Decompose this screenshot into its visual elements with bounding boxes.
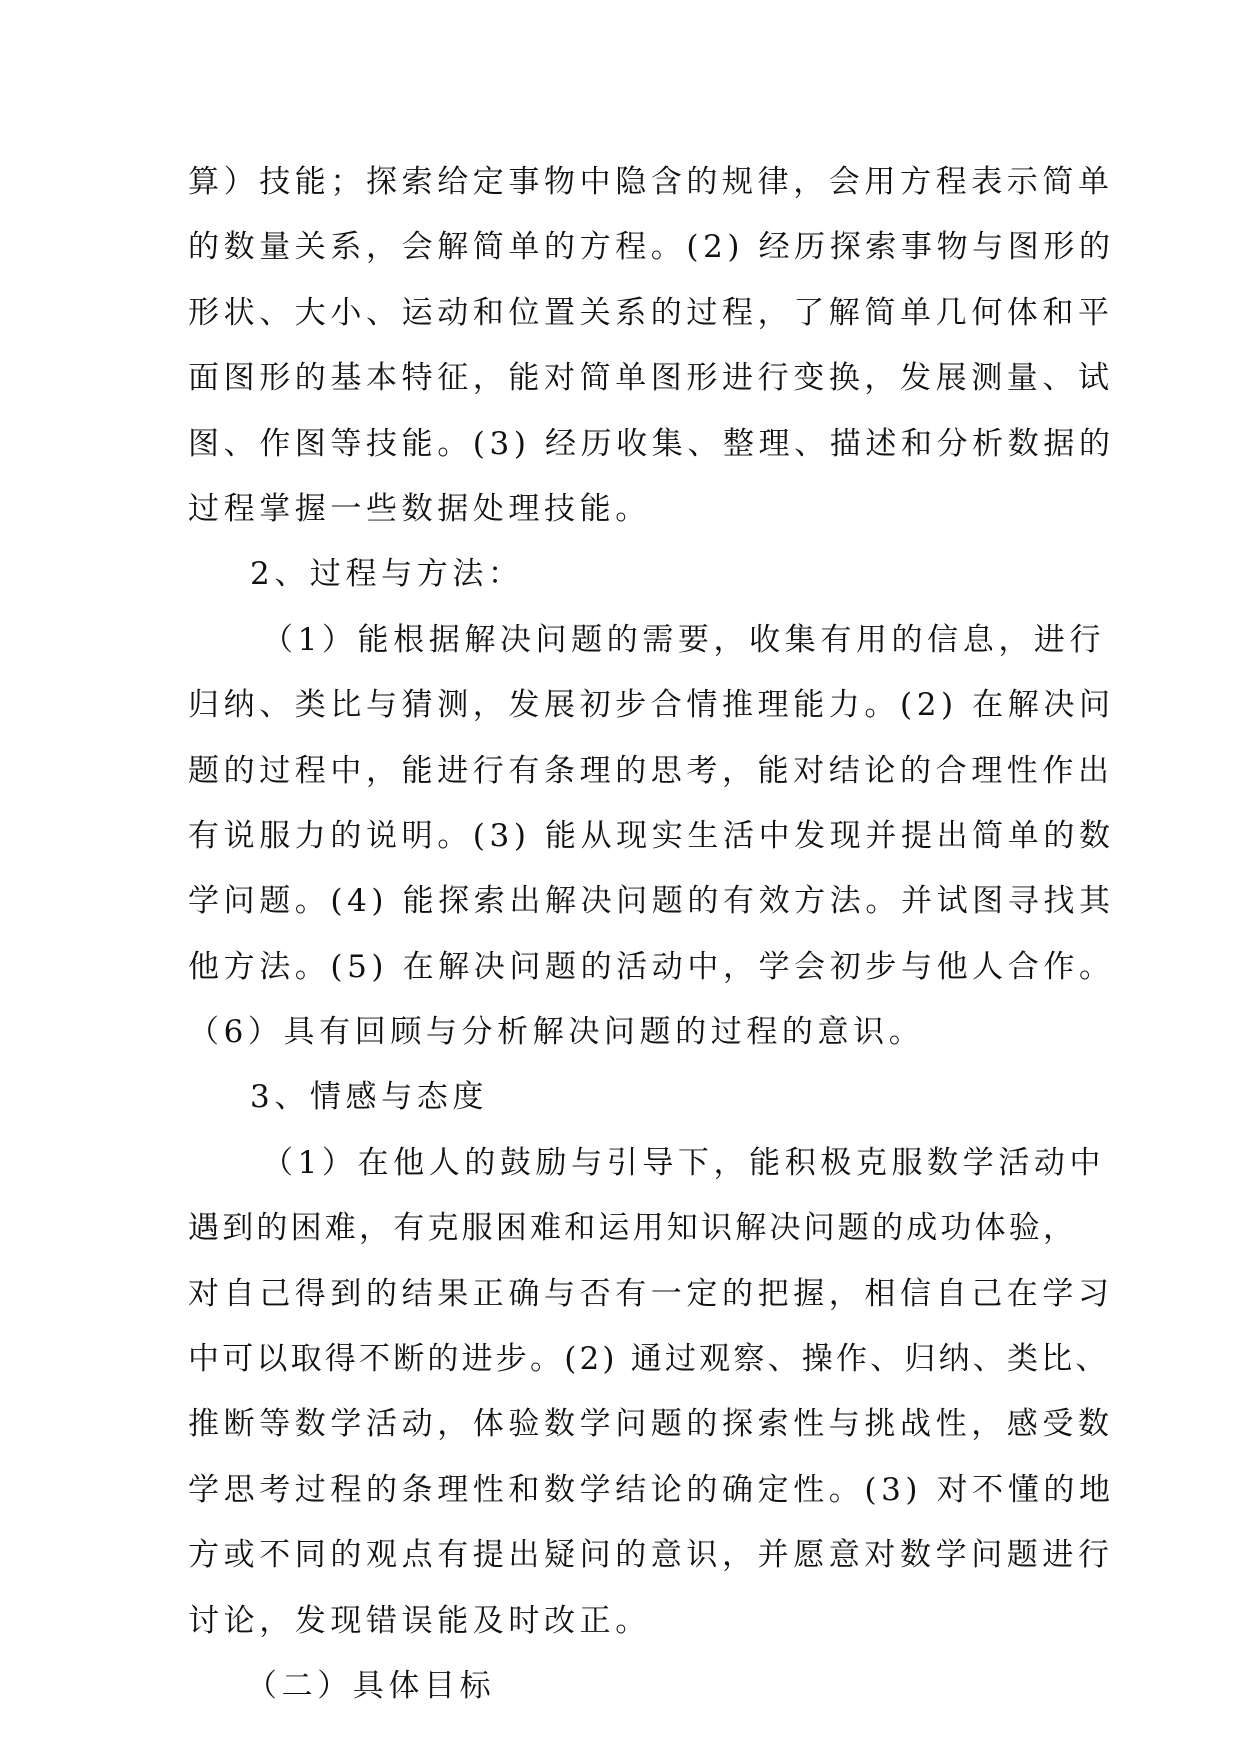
text-line: （6）具有回顾与分析解决问题的过程的意识。 bbox=[188, 1014, 925, 1051]
text-line: 过程掌握一些数据处理技能。 bbox=[188, 490, 651, 527]
text-line: 推断等数学活动，体验数学问题的探索性与挑战性，感受数 bbox=[188, 1406, 1114, 1443]
text-line: 面图形的基本特征，能对简单图形进行变换，发展测量、试 bbox=[188, 360, 1114, 397]
section-heading: 3、情感与态度 bbox=[250, 1079, 488, 1116]
text-line: 学思考过程的条理性和数学结论的确定性。(3) 对不懂的地 bbox=[188, 1471, 1115, 1508]
text-line: 归纳、类比与猜测，发展初步合情推理能力。(2) 在解决问 bbox=[188, 687, 1115, 724]
text-line: 对自己得到的结果正确与否有一定的把握，相信自己在学习 bbox=[188, 1275, 1114, 1312]
text-line: 算）技能；探索给定事物中隐含的规律，会用方程表示简单 bbox=[188, 164, 1114, 200]
text-line: 讨论，发现错误能及时改正。 bbox=[188, 1602, 651, 1639]
text-line: （1）在他人的鼓励与引导下，能积极克服数学活动中 bbox=[262, 1144, 1106, 1181]
text-line: 的数量关系，会解简单的方程。(2) 经历探索事物与图形的 bbox=[188, 229, 1115, 266]
text-line: 他方法。(5) 在解决问题的活动中，学会初步与他人合作。 bbox=[188, 948, 1115, 985]
text-line: 形状、大小、运动和位置关系的过程，了解简单几何体和平 bbox=[188, 294, 1114, 331]
text-line: 学问题。(4) 能探索出解决问题的有效方法。并试图寻找其 bbox=[188, 883, 1115, 920]
section-heading: 2、过程与方法： bbox=[250, 556, 524, 593]
text-line: 图、作图等技能。(3) 经历收集、整理、描述和分析数据的 bbox=[188, 425, 1115, 462]
text-line: 遇到的困难，有克服困难和运用知识解决问题的成功体验， bbox=[188, 1210, 1078, 1247]
text-line: 方或不同的观点有提出疑问的意识，并愿意对数学问题进行 bbox=[188, 1537, 1114, 1574]
document-body bbox=[188, 150, 1115, 1719]
text-line: 有说服力的说明。(3) 能从现实生活中发现并提出简单的数 bbox=[188, 817, 1115, 854]
text-line: 中可以取得不断的进步。(2) 通过观察、操作、归纳、类比、 bbox=[188, 1341, 1110, 1378]
text-line: 题的过程中，能进行有条理的思考，能对结论的合理性作出 bbox=[188, 752, 1114, 789]
section-heading: （二）具体目标 bbox=[246, 1667, 496, 1704]
text-line: （1）能根据解决问题的需要，收集有用的信息，进行 bbox=[262, 621, 1106, 658]
